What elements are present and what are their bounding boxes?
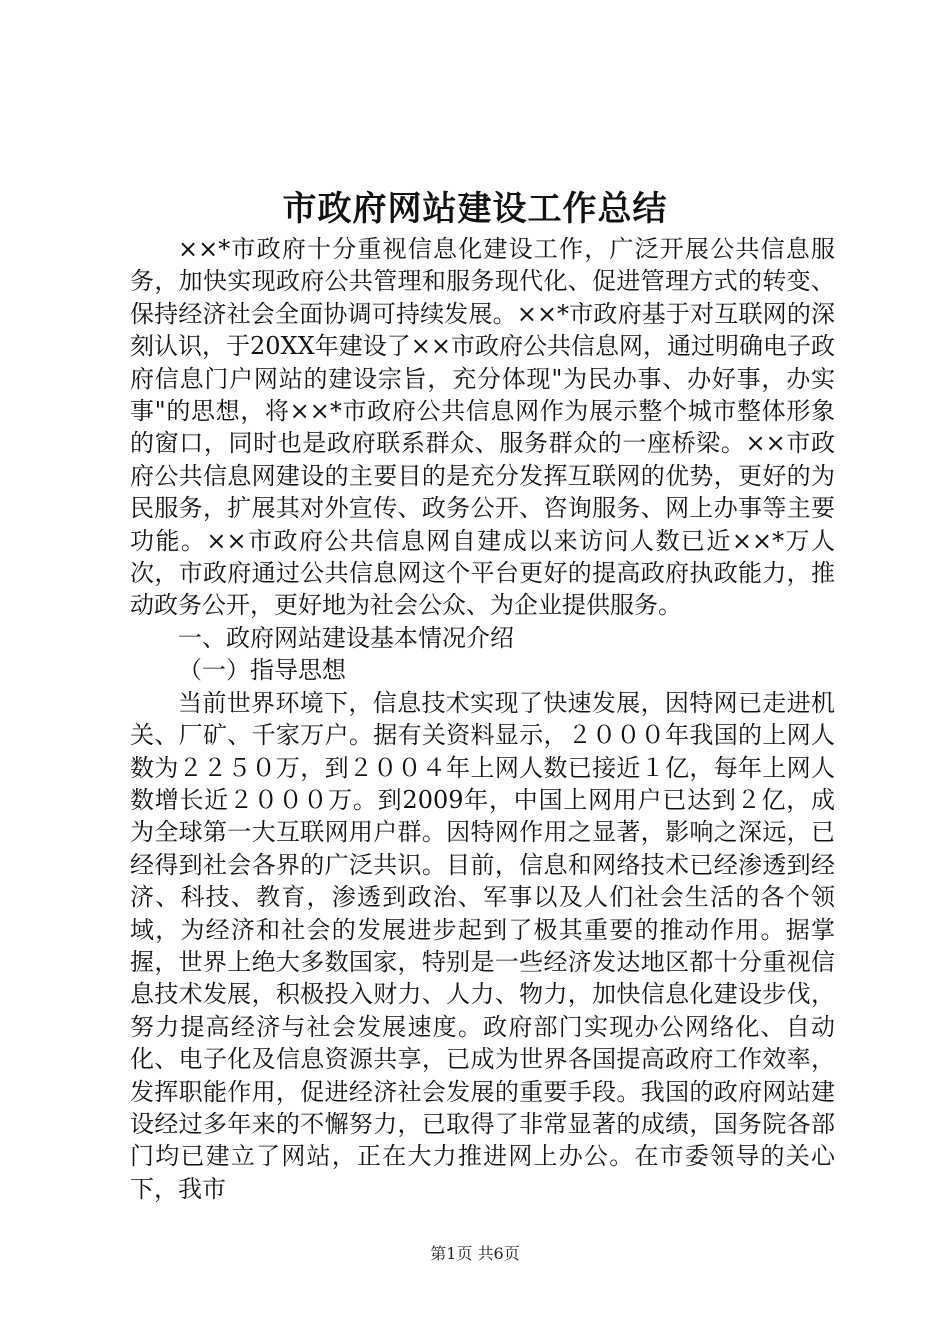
subsection-heading: （一）指导思想 — [178, 656, 346, 685]
document-body — [130, 233, 835, 1205]
section-heading: 一、政府网站建设基本情况介绍 — [178, 623, 514, 652]
document-title: 市政府网站建设工作总结 — [282, 189, 668, 229]
intro-paragraph: ××*市政府十分重视信息化建设工作，广泛开展公共信息服务，加快实现政府公共管理和服务现代化、促进管理方式的转变、保持经济社会全面协调可持续发展。××*市政府基于对互联网的深刻认识，于20XX年建设了××市政府公共信息网，通过明确电子政府信息门户网站的建设宗旨，充分体现"为民办事、办好事，办实事"的思想，将××*市政府公共信息网作为展示整个城市整体形象的窗口，同时也是政府联系群众、服务群众的一座桥梁。××市政府公共信息网建设的主要目的是充分发挥互联网的优势，更好的为民服务，扩展其对外宣传、政务公开、咨询服务、网上办事等主要功能。××市政府公共信息网自建成以来访问人数已近××*万人次，市政府通过公共信息网这个平台更好的提高政府执政能力，推动政务公开，更好地为社会公众、为企业提供服务。 — [130, 235, 835, 620]
page-number-footer: 第1页 共6页 — [430, 1244, 520, 1263]
guiding-ideas-paragraph: 当前世界环境下，信息技术实现了快速发展，因特网已走进机关、厂矿、千家万户。据有关资料显示，２０００年我国的上网人数为２２５０万，到２００４年上网人数已接近１亿，每年上网人数增长近２０００万。到2009年，中国上网用户已达到２亿，成为全球第一大互联网用户群。因特网作用之显著，影响之深远，已经得到社会各界的广泛共识。目前，信息和网络技术已经渗透到经济、科技、教育，渗透到政治、军事以及人们社会生活的各个领域，为经济和社会的发展进步起到了极其重要的推动作用。据掌握，世界上绝大多数国家，特别是一些经济发达地区都十分重视信息技术发展，积极投入财力、人力、物力，加快信息化建设步伐，努力提高经济与社会发展速度。政府部门实现办公网络化、自动化、电子化及信息资源共享，已成为世界各国提高政府工作效率，发挥职能作用，促进经济社会发展的重要手段。我国的政府网站建设经过多年来的不懈努力，已取得了非常显著的成绩，国务院各部门均已建立了网站，正在大力推进网上办公。在市委领导的关心下，我市 — [130, 688, 835, 1203]
